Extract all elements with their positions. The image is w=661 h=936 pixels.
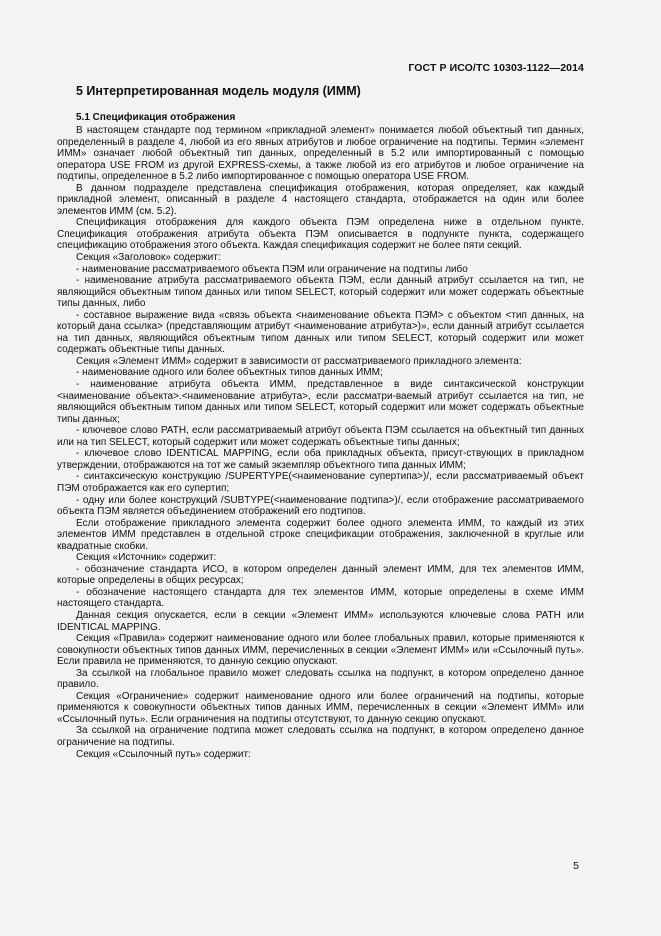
page-number: 5	[573, 860, 579, 872]
list-item: - ключевое слово IDENTICAL MAPPING, если оба прикладных объекта, присут-ствующих в прикладном утверждении, отображаются на тот же самый экземпляр объектного типа данных ИММ;	[57, 448, 584, 471]
list-item: - обозначение стандарта ИСО, в котором определен данный элемент ИММ, для тех элементов ИММ, которые определены в общих ресурсах;	[57, 563, 584, 587]
paragraph: Если отображение прикладного элемента содержит более одного элемента ИММ, то каждый из этих элементов ИММ представлен в отдельной строке спецификации отображения, заключенной в круглые или квадратные скобки.	[57, 517, 584, 552]
list-item: - одну или более конструкций /SUBTYPE(<наименование подтипа>)/, если отображение рассматриваемого объекта ПЭМ является объединением отображений его подтипов.	[57, 494, 584, 518]
document-body	[57, 125, 584, 760]
list-item: - наименование рассматриваемого объекта ПЭМ или ограничение на подтипы либо	[76, 263, 468, 275]
paragraph: За ссылкой на глобальное правило может следовать ссылка на подпункт, в котором определено данное правило.	[57, 667, 584, 691]
list-item: - синтаксическую конструкцию /SUPERTYPE(<наименование супертипа>)/, если рассматриваемый объект ПЭМ отображается как его супертип;	[57, 471, 584, 494]
list-item: - составное выражение вида «связь объекта <наименование объекта ПЭМ> с объектом <тип данных, на который дана ссылка> (представляющим атрибут <наименование атрибута>)», если данный атрибут ссылается на тип данных, являющийся объектным типом данных или типом SELECT, который содержит или может содержать объектные типы данных.	[57, 309, 584, 356]
paragraph: Секция «Правила» содержит наименование одного или более глобальных правил, которые применяются к совокупности объектных типов данных ИММ, перечисленных в секции «Элемент ИММ» или «Ссылочный путь». Если правила не применяются, то данную секцию опускают.	[57, 633, 584, 668]
paragraph: Секция «Источник» содержит:	[76, 552, 217, 564]
paragraph: Данная секция опускается, если в секции «Элемент ИММ» используются ключевые слова PATH или IDENTICAL MAPPING.	[57, 609, 584, 633]
paragraph: Секция «Заголовок» содержит:	[76, 252, 221, 264]
list-item: - ключевое слово PATH, если рассматриваемый атрибут объекта ПЭМ ссылается на объектный тип данных или на тип SELECT, который содержит или может содержать объектные типы данных;	[57, 425, 584, 448]
paragraph: В данном подразделе представлена спецификация отображения, которая определяет, как каждый прикладной элемент, описанный в разделе 4 настоящего стандарта, отображается на один или более элементов ИММ (см. 5.2).	[57, 182, 584, 217]
list-item: - обозначение настоящего стандарта для тех элементов ИММ, которые определены в схеме ИММ настоящего стандарта.	[57, 586, 584, 610]
paragraph: Секция «Элемент ИММ» содержит в зависимости от рассматриваемого прикладного элемента:	[76, 355, 522, 367]
paragraph: Секция «Ограничение» содержит наименование одного или более ограничений на подтипы, которые применяются к совокупности объектных типов данных ИММ, перечисленных в секции «Элемент ИММ» или «Ссылочный путь». Если ограничения на подтипы отсутствуют, то данную секцию опускают.	[57, 690, 584, 725]
list-item: - наименование одного или более объектных типов данных ИММ;	[76, 367, 383, 379]
paragraph: Спецификация отображения для каждого объекта ПЭМ определена ниже в отдельном пункте. Спецификация отображения атрибута объекта ПЭМ описывается в подпункте пункта, содержащего спецификацию отображения этого объекта. Каждая спецификация содержит не более пяти секций.	[57, 217, 584, 252]
subsection-title: 5.1 Спецификация отображения	[76, 112, 236, 123]
document-header: ГОСТ Р ИСО/ТС 10303-1122—2014	[408, 62, 584, 74]
paragraph: За ссылкой на ограничение подтипа может следовать ссылка на подпункт, в котором определено данное ограничение на подтипы.	[57, 725, 584, 748]
list-item: - наименование атрибута объекта ИММ, представленное в виде синтаксической конструкции <наименование объекта>.<наименование атрибута>, если рассматри-ваемый атрибут ссылается на тип, не являющийся объектным типом данных или типом SELECT, который содержит или может содержать объектные типы данных;	[57, 379, 584, 425]
paragraph: В настоящем стандарте под термином «прикладной элемент» понимается любой объектный тип данных, определенный в разделе 4, любой из его явных атрибутов и любое ограничение на подтипы. Термин «элемент ИММ» означает любой объектный тип данных, определенный в 5.2 или импортированный с помощью оператора USE FROM из другой EXPRESS-схемы, а также любой из его атрибутов и любое ограничение на подтипы, определенное в 5.2 либо импортированное с помощью оператора USE FROM.	[57, 125, 584, 183]
list-item: - наименование атрибута рассматриваемого объекта ПЭМ, если данный атрибут ссылается на тип, не являющийся объектным типом данных или типом SELECT, который содержит или может содержать объектные типы данных, либо	[57, 275, 584, 310]
paragraph: Секция «Ссылочный путь» содержит:	[76, 748, 251, 760]
section-title: 5 Интерпретированная модель модуля (ИММ)	[76, 84, 361, 98]
